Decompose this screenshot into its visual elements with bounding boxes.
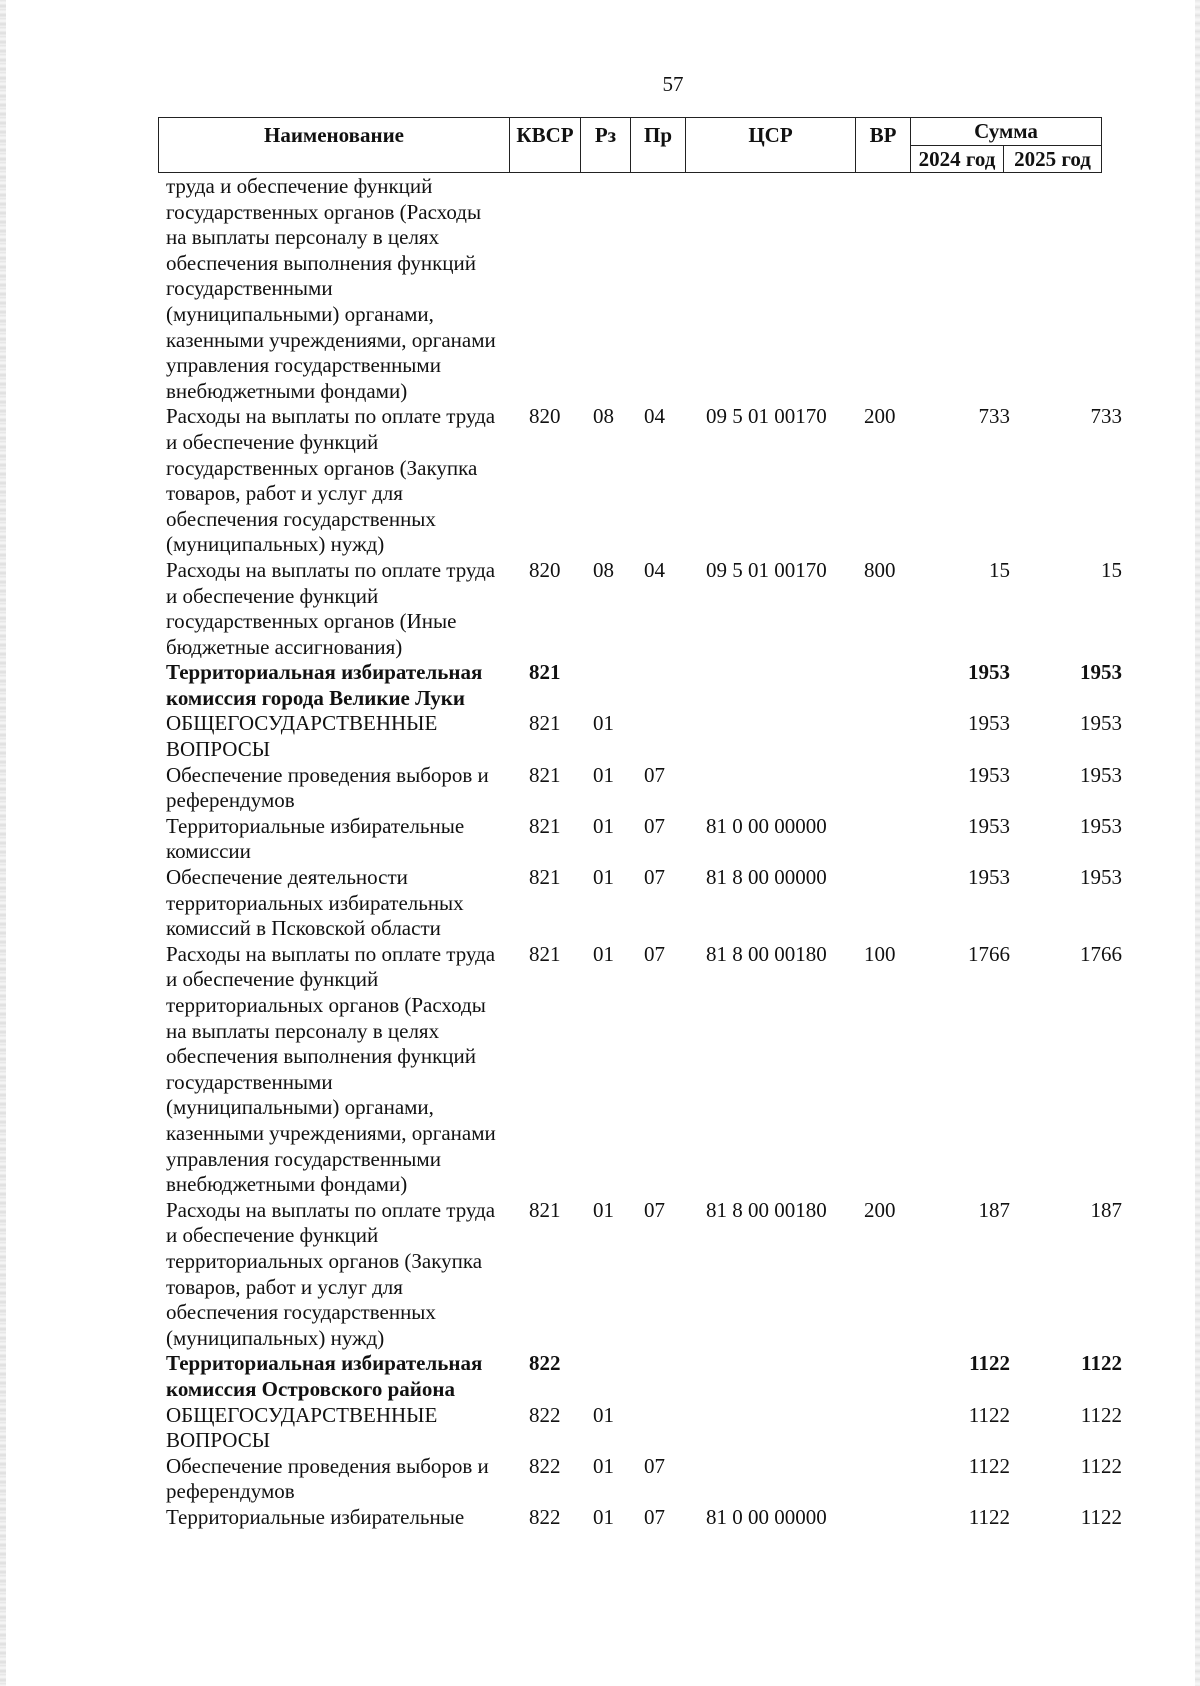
cell-pr: 07	[644, 1504, 665, 1529]
table-row	[0, 660, 1200, 711]
cell-kvsr: 821	[529, 762, 561, 787]
cell-sum-2024: 1766	[968, 941, 1010, 966]
header-sum: Сумма	[910, 117, 1102, 146]
cell-pr: 04	[644, 557, 665, 582]
cell-kvsr: 821	[529, 865, 561, 890]
cell-name: Обеспечение деятельности территориальных избирательных комиссий в Псковской области	[166, 865, 464, 941]
table-body	[0, 174, 1200, 1530]
cell-csr: 81 8 00 00000	[706, 865, 827, 890]
table-row	[0, 865, 1200, 942]
cell-sum-2024: 733	[978, 404, 1010, 429]
cell-pr: 07	[644, 813, 665, 838]
cell-sum-2025: 1122	[1080, 1504, 1122, 1529]
cell-rz: 01	[593, 941, 614, 966]
cell-rz: 01	[593, 1197, 614, 1222]
cell-sum-2025: 1122	[1081, 1351, 1122, 1376]
cell-name: ОБЩЕГОСУДАРСТВЕННЫЕ ВОПРОСЫ	[166, 711, 438, 762]
cell-csr: 09 5 01 00170	[706, 404, 827, 429]
header-vr: ВР	[855, 117, 911, 173]
cell-sum-2024: 1953	[968, 762, 1010, 787]
cell-name: Территориальная избирательная комиссия Островского района	[166, 1351, 483, 1401]
cell-vr: 200	[864, 1197, 896, 1222]
cell-rz: 01	[593, 1402, 614, 1427]
table-row	[0, 814, 1200, 865]
header-pr: Пр	[630, 117, 686, 173]
header-kvsr: КВСР	[509, 117, 581, 173]
header-rz: Рз	[580, 117, 631, 173]
cell-name: Расходы на выплаты по оплате труда и обеспечение функций государственных органов (Закупка товаров, работ и услуг для обеспечения государственных (муниципальных) нужд)	[166, 404, 496, 557]
cell-kvsr: 820	[529, 557, 561, 582]
cell-rz: 01	[593, 762, 614, 787]
table-row	[0, 711, 1200, 762]
cell-kvsr: 821	[529, 660, 561, 685]
cell-vr: 200	[864, 404, 896, 429]
cell-sum-2024: 1953	[968, 813, 1010, 838]
cell-csr: 81 0 00 00000	[706, 813, 827, 838]
cell-vr: 100	[864, 941, 896, 966]
cell-rz: 01	[593, 1453, 614, 1478]
cell-name: Обеспечение проведения выборов и референдумов	[166, 762, 489, 813]
cell-kvsr: 821	[529, 1197, 561, 1222]
table-row	[0, 558, 1200, 660]
table-row	[0, 1198, 1200, 1352]
cell-sum-2024: 1122	[968, 1402, 1010, 1427]
cell-pr: 07	[644, 762, 665, 787]
cell-kvsr: 822	[529, 1351, 561, 1376]
cell-rz: 08	[593, 557, 614, 582]
cell-csr: 81 8 00 00180	[706, 1197, 827, 1222]
cell-sum-2025: 1953	[1080, 762, 1122, 787]
cell-sum-2025: 1953	[1080, 865, 1122, 890]
cell-kvsr: 822	[529, 1504, 561, 1529]
cell-rz: 01	[593, 813, 614, 838]
page-number: 57	[662, 72, 684, 96]
cell-sum-2024: 1122	[969, 1351, 1010, 1376]
cell-rz: 08	[593, 404, 614, 429]
cell-sum-2025: 15	[1101, 557, 1122, 582]
header-csr: ЦСР	[685, 117, 856, 173]
cell-sum-2025: 1766	[1080, 941, 1122, 966]
table-row	[0, 763, 1200, 814]
cell-kvsr: 820	[529, 404, 561, 429]
table-row	[0, 404, 1200, 558]
cell-pr: 07	[644, 1453, 665, 1478]
cell-sum-2024: 1122	[968, 1453, 1010, 1478]
cell-pr: 07	[644, 1197, 665, 1222]
table-row	[0, 1454, 1200, 1505]
cell-csr: 09 5 01 00170	[706, 557, 827, 582]
cell-sum-2025: 1953	[1080, 660, 1122, 685]
header-2024: 2024 год	[910, 145, 1004, 173]
cell-name: Обеспечение проведения выборов и референдумов	[166, 1453, 489, 1504]
cell-sum-2025: 1122	[1080, 1402, 1122, 1427]
cell-sum-2024: 15	[989, 557, 1010, 582]
header-2025: 2025 год	[1003, 145, 1102, 173]
cell-name: Расходы на выплаты по оплате труда и обеспечение функций территориальных органов (Расходы на выплаты персоналу в целях обеспечения выполнения функций государственными (муниципальными) органами, казенными учреждениями, органами управления государственными внебюджетными фондами)	[166, 941, 496, 1197]
cell-kvsr: 821	[529, 813, 561, 838]
cell-name: Расходы на выплаты по оплате труда и обеспечение функций территориальных органов (Закупка товаров, работ и услуг для обеспечения государственных (муниципальных) нужд)	[166, 1197, 496, 1350]
cell-name: Расходы на выплаты по оплате труда и обеспечение функций государственных органов (Иные бюджетные ассигнования)	[166, 557, 496, 659]
table-row	[0, 1403, 1200, 1454]
table-row	[0, 1505, 1200, 1531]
cell-sum-2024: 187	[978, 1197, 1010, 1222]
cell-kvsr: 821	[529, 941, 561, 966]
table-row	[0, 1351, 1200, 1402]
cell-kvsr: 821	[529, 711, 561, 736]
cell-rz: 01	[593, 711, 614, 736]
cell-pr: 04	[644, 404, 665, 429]
cell-vr: 800	[864, 557, 896, 582]
table-row	[0, 942, 1200, 1198]
header-name: Наименование	[158, 117, 510, 173]
cell-name: Территориальная избирательная комиссия города Великие Луки	[166, 660, 483, 710]
cell-rz: 01	[593, 1504, 614, 1529]
cell-sum-2025: 1953	[1080, 813, 1122, 838]
cell-sum-2024: 1953	[968, 660, 1010, 685]
cell-sum-2024: 1122	[968, 1504, 1010, 1529]
cell-pr: 07	[644, 865, 665, 890]
cell-sum-2025: 733	[1090, 404, 1122, 429]
cell-name: ОБЩЕГОСУДАРСТВЕННЫЕ ВОПРОСЫ	[166, 1402, 438, 1453]
cell-rz: 01	[593, 865, 614, 890]
cell-pr: 07	[644, 941, 665, 966]
cell-csr: 81 0 00 00000	[706, 1504, 827, 1529]
cell-kvsr: 822	[529, 1402, 561, 1427]
cell-csr: 81 8 00 00180	[706, 941, 827, 966]
cell-sum-2024: 1953	[968, 711, 1010, 736]
cell-name: труда и обеспечение функций государственных органов (Расходы на выплаты персоналу в целях обеспечения выполнения функций государственными (муниципальными) органами, казенными учреждениями, органами управления государственными внебюджетными фондами)	[166, 174, 496, 403]
cell-sum-2025: 1122	[1080, 1453, 1122, 1478]
cell-sum-2025: 1953	[1080, 711, 1122, 736]
table-row	[0, 174, 1200, 404]
cell-name: Территориальные избирательные комиссии	[166, 813, 465, 864]
cell-name: Территориальные избирательные	[166, 1504, 465, 1529]
cell-kvsr: 822	[529, 1453, 561, 1478]
cell-sum-2025: 187	[1090, 1197, 1122, 1222]
cell-sum-2024: 1953	[968, 865, 1010, 890]
